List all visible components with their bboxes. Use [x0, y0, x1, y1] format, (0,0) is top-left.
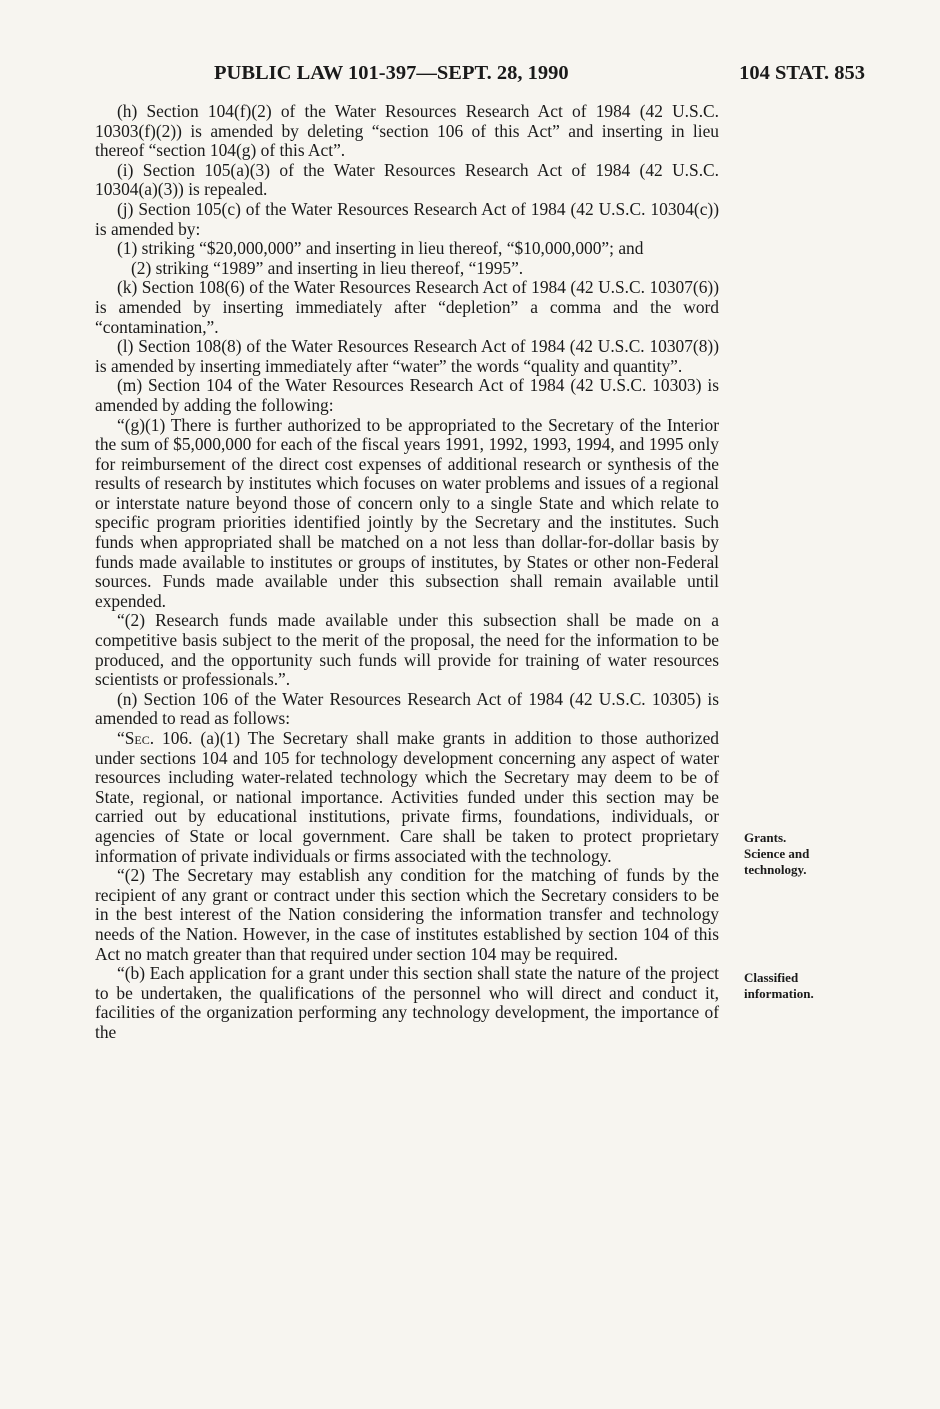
paragraph-n: (n) Section 106 of the Water Resources Research Act of 1984 (42 U.S.C. 10305) is amended to read as follows: [95, 688, 719, 729]
margin-note-science-text: Science and technology. [744, 846, 810, 877]
statute-page-number: 104 STAT. 853 [739, 62, 865, 84]
margin-note-grants-text: Grants. [744, 830, 787, 845]
paragraph-g-1: “(g)(1) There is further authorized to be appropriated to the Secretary of the Interior the sum of $5,000,000 for each of the fiscal years 1991, 1992, 1993, 1994, and 1995 only for reimbursement of the direct cost expenses of additional research or synthesis of the results of research by institutes which focuses on water problems and issues of a regional or interstate nature beyond those of concern only to a single State and which relate to specific program priorities identified jointly by the Secretary and the institutes. Such funds when appropriated shall be matched on a not less than dollar-for-dollar basis by funds made available to institutes or groups of institutes, by States or other non-Federal sources. Funds made available under this subsection shall remain available until expended. [95, 414, 719, 611]
sec-prefix: “Sec. [117, 728, 155, 748]
paragraph-j: (j) Section 105(c) of the Water Resources Research Act of 1984 (42 U.S.C. 10304(c)) is amended by: [95, 198, 719, 239]
body-text [95, 102, 719, 1043]
paragraph-sec-106-b: “(b) Each application for a grant under this section shall state the nature of the project to be undertaken, the qualifications of the personnel who will direct and conduct it, facilities of the organization performing any technology development, the importance of the [95, 963, 719, 1042]
page-header [95, 62, 865, 92]
paragraph-m: (m) Section 104 of the Water Resources Research Act of 1984 (42 U.S.C. 10303) is amended by adding the following: [95, 375, 719, 415]
paragraph-i: (i) Section 105(a)(3) of the Water Resources Research Act of 1984 (42 U.S.C. 10304(a)(3)) is repealed. [95, 159, 719, 200]
paragraph-k: (k) Section 108(6) of the Water Resources Research Act of 1984 (42 U.S.C. 10307(6)) is amended by inserting immediately after “depletion” a comma and the word “contamination,”. [95, 277, 719, 337]
paragraph-sec-106-a-1 [95, 729, 719, 866]
paragraph-j-1: (1) striking “$20,000,000” and inserting in lieu thereof, “$10,000,000”; and [117, 238, 644, 259]
law-title: PUBLIC LAW 101-397—SEPT. 28, 1990 [214, 62, 569, 84]
paragraph-l: (l) Section 108(8) of the Water Resources Research Act of 1984 (42 U.S.C. 10307(8)) is amended by inserting immediately after “water” the words “quality and quantity”. [95, 336, 719, 376]
paragraph-j-2: (2) striking “1989” and inserting in lieu thereof, “1995”. [131, 257, 524, 278]
sec-106-text: 106. (a)(1) The Secretary shall make grants in addition to those authorized under sections 104 and 105 for technology development concerning any aspect of water resources including water-related technology which the Secretary may deem to be of State, regional, or national importance. Activities funded under this section may be carried out by educational institutions, private firms, foundations, individuals, or agencies of State or local government. Care shall be taken to protect proprietary information of private individuals or firms associated with the technology. [95, 728, 719, 866]
paragraph-h: (h) Section 104(f)(2) of the Water Resources Research Act of 1984 (42 U.S.C. 10303(f)(2)) is amended by deleting “section 106 of this Act” and inserting in lieu thereof “section 104(g) of this Act”. [95, 101, 719, 161]
paragraph-g-2: “(2) Research funds made available under this subsection shall be made on a competitive basis subject to the merit of the proposal, the need for the information to be produced, and the opportunity such funds will provide for training of water resources scientists or professionals.”. [95, 610, 719, 690]
margin-note-classified: Classified information. [744, 970, 814, 1001]
paragraph-sec-106-a-2: “(2) The Secretary may establish any condition for the matching of funds by the recipient of any grant or contract under this section which the Secretary considers to be in the best interest of the Nation considering the information transfer and technology needs of the Nation. However, in the case of institutes established by section 104 of this Act no match greater than that required under section 104 may be required. [95, 865, 719, 964]
margin-note-grants [744, 830, 854, 878]
